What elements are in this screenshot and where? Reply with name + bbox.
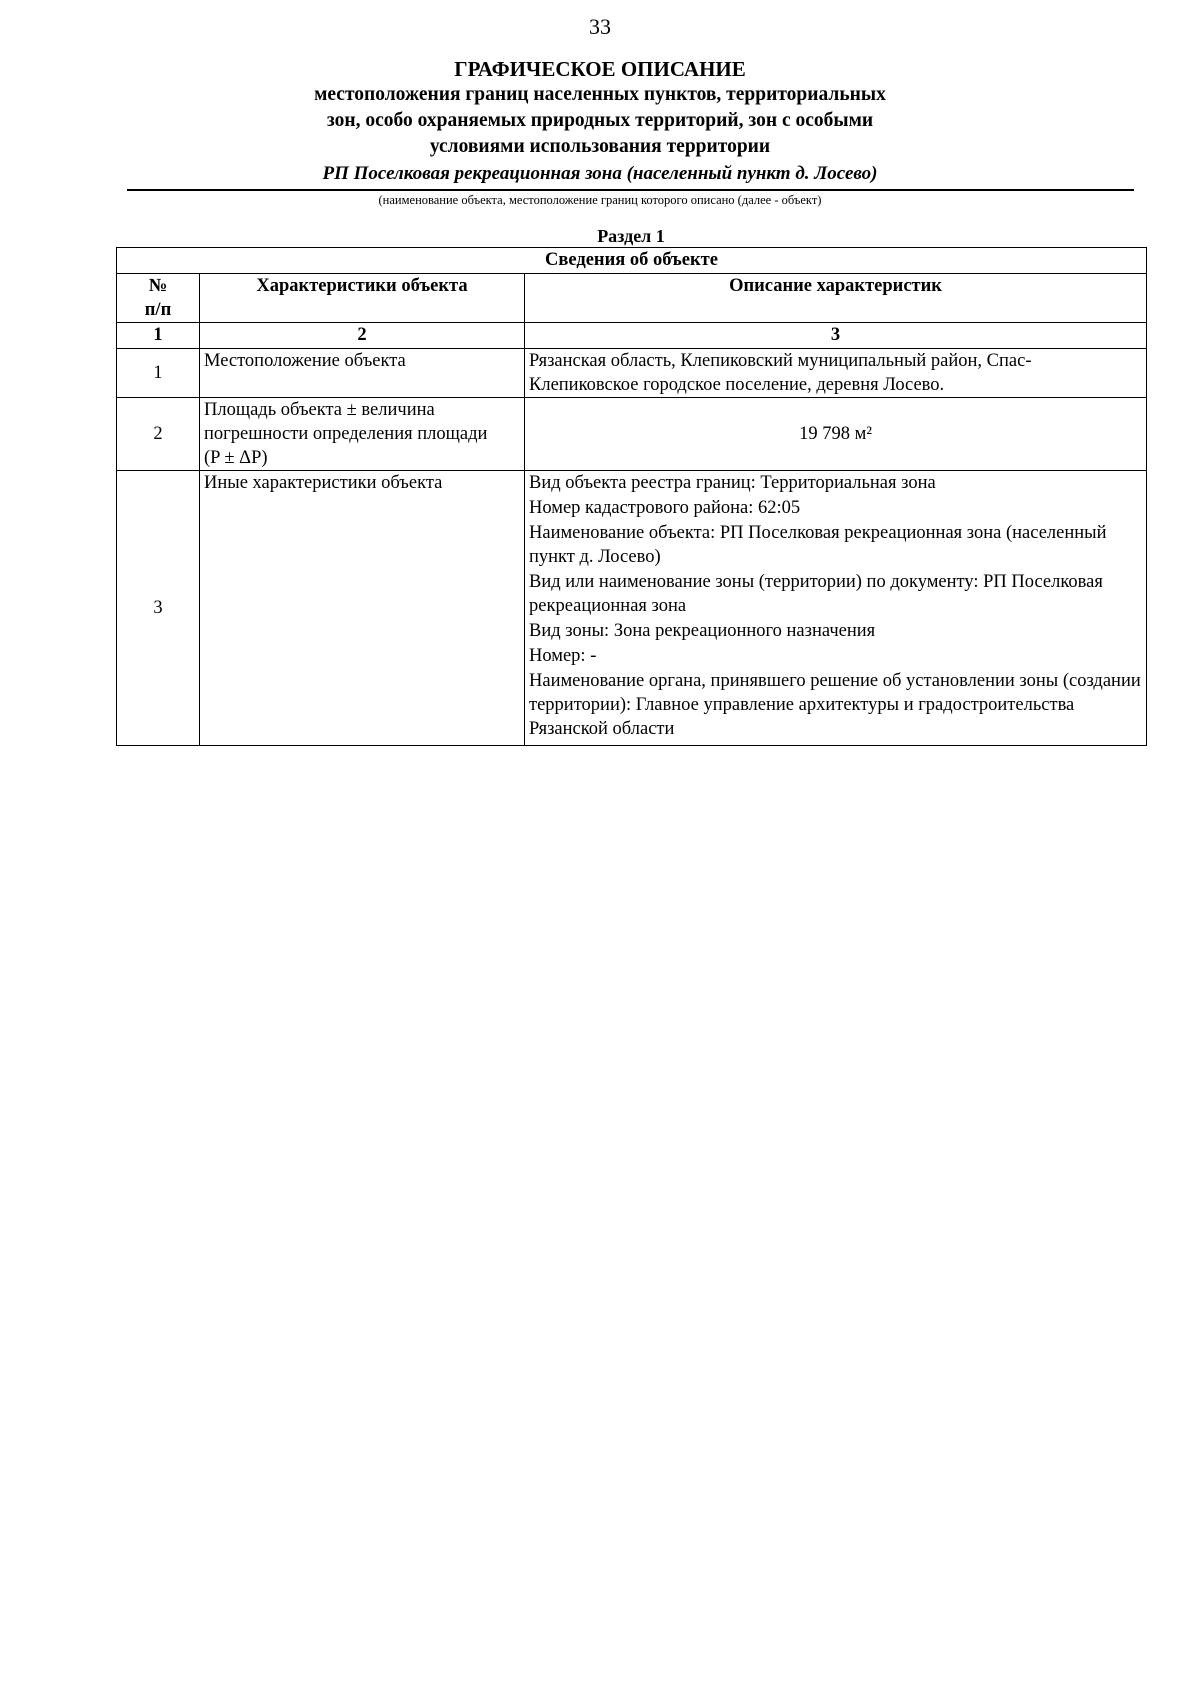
- description-paragraph: Номер кадастрового района: 62:05: [529, 498, 801, 518]
- document-header: [0, 56, 1200, 187]
- characteristic-line: (P ± ΔP): [204, 448, 268, 468]
- object-info-table: [116, 247, 1147, 746]
- table-caption-row: [117, 248, 1147, 274]
- row-index: 2: [117, 398, 200, 471]
- description-paragraph: Наименование органа, принявшего решение об установлении зоны (создании территории): Главное управление архитектуры и градостроительства Рязанской области: [529, 671, 1141, 739]
- row-index: 3: [117, 471, 200, 746]
- row-description: [525, 349, 1147, 398]
- row-characteristic: Местоположение объекта: [200, 349, 525, 398]
- document-title: ГРАФИЧЕСКОЕ ОПИСАНИЕ: [454, 57, 746, 81]
- row-characteristic: Иные характеристики объекта: [200, 471, 525, 746]
- table-caption: Сведения об объекте: [117, 248, 1147, 274]
- characteristic-line: погрешности определения площади: [204, 424, 488, 444]
- description-paragraph: Наименование объекта: РП Поселковая рекреационная зона (населенный пункт д. Лосево): [529, 523, 1107, 567]
- subtitle-line-3: условиями использования территории: [429, 136, 771, 157]
- table-header-row: [117, 274, 1147, 323]
- row-characteristic: [200, 398, 525, 471]
- row-index: 1: [117, 349, 200, 398]
- subtitle-line-2: зон, особо охраняемых природных территорий, зон с особыми: [326, 110, 874, 131]
- description-paragraph: Вид объекта реестра границ: Территориальная зона: [529, 473, 936, 493]
- column-header-num-text: [121, 274, 195, 322]
- column-header-num-line: №: [148, 276, 168, 296]
- column-header-description: Описание характеристик: [525, 274, 1147, 323]
- column-number-2: 2: [200, 323, 525, 349]
- column-number-3: 3: [525, 323, 1147, 349]
- column-header-characteristic: Характеристики объекта: [200, 274, 525, 323]
- column-number-1: 1: [117, 323, 200, 349]
- object-name-caption: (наименование объекта, местоположение границ которого описано (далее - объект): [378, 193, 822, 207]
- object-name-underline: [127, 189, 1134, 191]
- object-name: РП Поселковая рекреационная зона (населенный пункт д. Лосево): [322, 163, 878, 184]
- description-paragraph: Вид зоны: Зона рекреационного назначения: [529, 621, 876, 641]
- description-paragraph: Вид или наименование зоны (территории) по документу: РП Поселковая рекреационная зона: [529, 572, 1103, 616]
- column-header-num-line: п/п: [144, 300, 172, 320]
- column-number-row: [117, 323, 1147, 349]
- row-description: [525, 471, 1147, 746]
- description-paragraph: Номер: -: [529, 646, 597, 666]
- page-number: 33: [589, 14, 611, 39]
- subtitle-line-1: местоположения границ населенных пунктов, территориальных: [314, 84, 886, 105]
- description-line: Рязанская область, Клепиковский муниципальный район, Спас-: [529, 351, 1032, 371]
- column-header-num: [117, 274, 200, 323]
- table-row: [117, 349, 1147, 398]
- row-description: 19 798 м²: [525, 398, 1147, 471]
- description-line: Клепиковское городское поселение, деревня Лосево.: [529, 375, 945, 395]
- table-row: [117, 471, 1147, 746]
- section-label: Раздел 1: [597, 226, 665, 246]
- characteristic-line: Площадь объекта ± величина: [204, 400, 435, 420]
- table-row: [117, 398, 1147, 471]
